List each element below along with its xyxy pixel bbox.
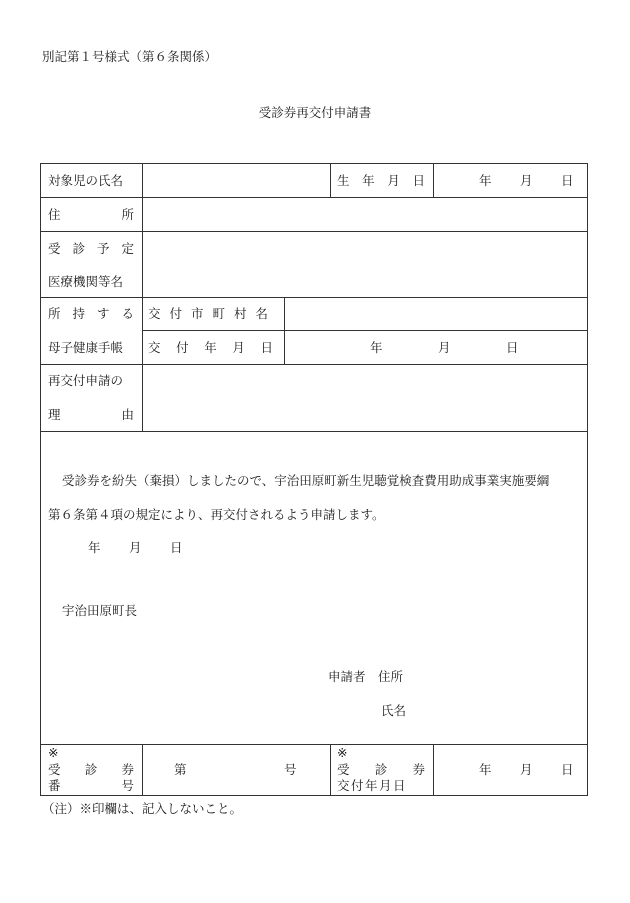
institution-label-line1: 受 診 予 定 — [48, 241, 134, 256]
handbook-label-line1: 所 持 す る — [48, 306, 134, 321]
birthdate-label: 生 年 月 日 — [337, 173, 425, 188]
reason-label-line1: 再交付申請の — [48, 373, 124, 388]
form-number: 別記第１号様式（第６条関係） — [42, 49, 218, 64]
ticket-number-label-line2: 番 号 — [48, 778, 134, 793]
handbook-issue-date-label: 交 付 年 月 日 — [148, 340, 273, 355]
ticket-issue-date-label-line2: 交付年月日 — [337, 778, 408, 793]
address-field[interactable] — [146, 200, 584, 229]
office-use-mark-2: ※ — [337, 745, 348, 760]
statement-line1: 受診券を紛失（棄損）しましたので、宇治田原町新生児聴覚検査費用助成事業実施要綱 — [62, 473, 550, 488]
institution-label-line2: 医療機関等名 — [48, 274, 124, 289]
applicant-address-label: 申請者 住所 — [328, 669, 404, 684]
address-label: 住 所 — [48, 207, 134, 222]
ticket-issue-date-label-line1: 受 診 券 — [337, 762, 425, 777]
handbook-label-line2: 母子健康手帳 — [48, 340, 124, 355]
issuing-municipality-label: 交 付 市 町 村 名 — [148, 306, 268, 321]
issuing-municipality-field[interactable] — [288, 300, 584, 328]
institution-field[interactable] — [146, 234, 584, 294]
reason-field[interactable] — [146, 367, 584, 429]
statement-line2: 第６条第４項の規定により、再交付されるよう申請します。 — [48, 507, 385, 522]
child-name-field[interactable] — [146, 166, 326, 195]
applicant-name-label: 氏名 — [381, 703, 407, 718]
office-use-mark: ※ — [48, 745, 59, 760]
ticket-number-label-line1: 受 診 券 — [48, 762, 134, 777]
child-name-label: 対象児の氏名 — [48, 173, 124, 188]
page-title: 受診券再交付申請書 — [258, 105, 372, 120]
addressee: 宇治田原町長 — [62, 603, 138, 618]
footnote: （注）※印欄は、記入しないこと。 — [42, 801, 243, 816]
reason-label-line2: 理 由 — [48, 407, 134, 422]
